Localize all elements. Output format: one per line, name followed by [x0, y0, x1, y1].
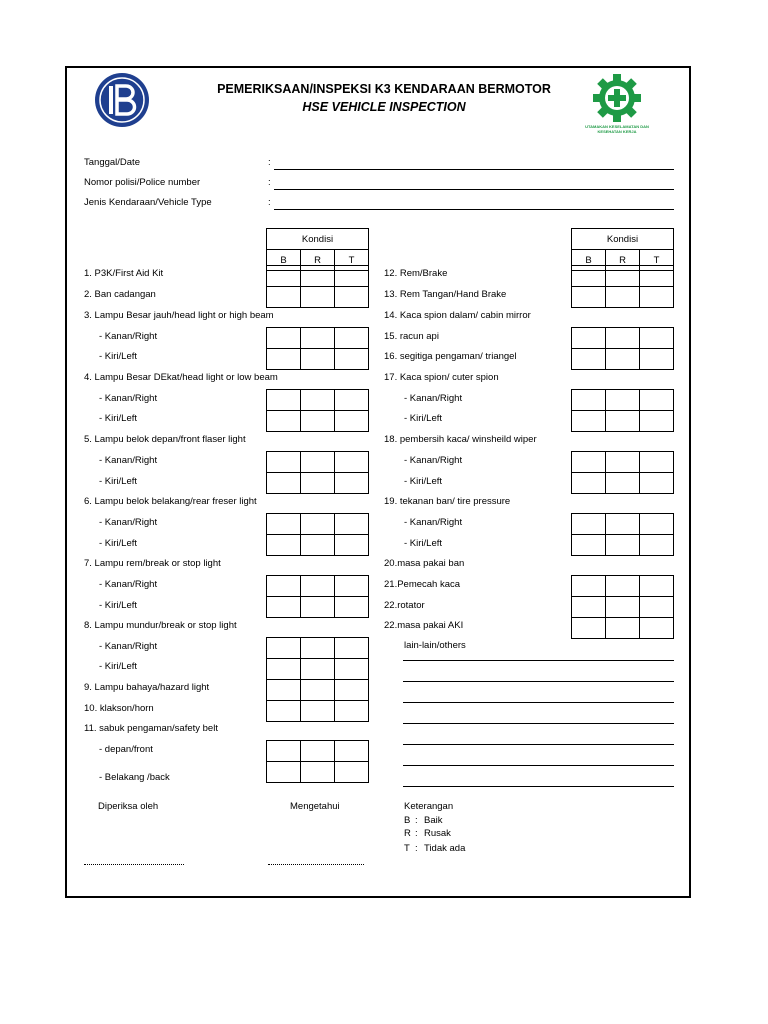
checkbox-cell-b[interactable] [267, 741, 301, 762]
legend-code: B [404, 815, 411, 826]
checkbox-cell-t[interactable] [640, 349, 674, 370]
checkbox-cell-b[interactable] [572, 618, 606, 639]
checkbox-cell-r[interactable] [301, 473, 335, 494]
checkbox-cell-b[interactable] [267, 514, 301, 535]
checkbox-cell-t[interactable] [640, 328, 674, 349]
condition-col-t: T [335, 250, 369, 271]
others-line[interactable] [403, 723, 674, 724]
checkbox-cell-b[interactable] [267, 266, 301, 287]
item-label: 12. Rem/Brake [384, 268, 448, 279]
checkbox-cell-t[interactable] [335, 638, 369, 659]
info-field-colon: : [268, 177, 271, 188]
checkbox-cell-t[interactable] [335, 349, 369, 370]
checkbox-cell-b[interactable] [572, 597, 606, 618]
checkbox-cell-b[interactable] [572, 390, 606, 411]
sub-item-label: lain-lain/others [404, 640, 466, 651]
checkbox-cell-t[interactable] [335, 411, 369, 432]
checkbox-cell-b[interactable] [572, 411, 606, 432]
sub-item-label: - Kanan/Right [99, 393, 158, 404]
checkbox-cell-t[interactable] [335, 741, 369, 762]
checkbox-cell-r[interactable] [301, 349, 335, 370]
check-grid-right [571, 389, 674, 432]
legend-colon: : [415, 828, 418, 839]
item-label: 16. segitiga pengaman/ triangel [384, 351, 517, 362]
info-field-line[interactable] [274, 169, 674, 170]
check-grid-right [571, 327, 674, 370]
legend-colon: : [415, 815, 418, 826]
others-line[interactable] [403, 744, 674, 745]
info-field-colon: : [268, 197, 271, 208]
legend-code: T [404, 843, 410, 854]
checkbox-cell-t[interactable] [640, 514, 674, 535]
sub-item-label: - Kanan/Right [99, 579, 158, 590]
item-label: 21.Pemecah kaca [384, 579, 461, 590]
checkbox-cell-b[interactable] [267, 576, 301, 597]
info-field-line[interactable] [274, 209, 674, 210]
info-field-colon: : [268, 157, 271, 168]
others-line[interactable] [403, 702, 674, 703]
checkbox-cell-b[interactable] [572, 576, 606, 597]
sub-item-label: - Kiri/Left [99, 600, 138, 611]
signature-line-checker [84, 864, 184, 865]
checked-by-label: Diperiksa oleh [98, 801, 159, 812]
checkbox-cell-t[interactable] [335, 659, 369, 680]
sub-item-label: - Belakang /back [99, 772, 170, 783]
checkbox-cell-b[interactable] [267, 680, 301, 701]
checkbox-cell-t[interactable] [335, 597, 369, 618]
sub-item-label: - Kanan/Right [404, 517, 463, 528]
legend-title: Keterangan [404, 801, 454, 812]
info-field-label: Jenis Kendaraan/Vehicle Type [84, 197, 212, 208]
checkbox-cell-r[interactable] [301, 597, 335, 618]
check-grid-left [266, 575, 369, 618]
checkbox-cell-r[interactable] [606, 473, 640, 494]
checkbox-cell-b[interactable] [572, 266, 606, 287]
check-grid-right [571, 265, 674, 308]
checkbox-cell-r[interactable] [606, 535, 640, 556]
item-label: 18. pembersih kaca/ winsheild wiper [384, 434, 537, 445]
checkbox-cell-r[interactable] [301, 266, 335, 287]
checkbox-cell-t[interactable] [335, 762, 369, 783]
checkbox-cell-b[interactable] [267, 638, 301, 659]
checkbox-cell-r[interactable] [606, 287, 640, 308]
checkbox-cell-r[interactable] [301, 659, 335, 680]
condition-title: Kondisi [267, 229, 369, 250]
item-label: 19. tekanan ban/ tire pressure [384, 496, 511, 507]
checkbox-cell-r[interactable] [606, 618, 640, 639]
checkbox-cell-t[interactable] [640, 535, 674, 556]
item-label: 8. Lampu mundur/break or stop light [84, 620, 237, 631]
sub-item-label: - Kanan/Right [404, 393, 463, 404]
checkbox-cell-t[interactable] [335, 576, 369, 597]
checkbox-cell-r[interactable] [301, 287, 335, 308]
checkbox-cell-r[interactable] [301, 411, 335, 432]
legend-colon: : [415, 843, 418, 854]
check-grid-left [266, 327, 369, 370]
info-field-label: Tanggal/Date [84, 157, 140, 168]
signature-line-acknowledger [268, 864, 364, 865]
sub-item-label: - Kiri/Left [99, 661, 138, 672]
check-grid-left [266, 740, 369, 783]
sub-item-label: - Kiri/Left [99, 538, 138, 549]
others-line[interactable] [403, 765, 674, 766]
checkbox-cell-b[interactable] [572, 514, 606, 535]
checkbox-cell-b[interactable] [267, 535, 301, 556]
item-label: 9. Lampu bahaya/hazard light [84, 682, 210, 693]
checkbox-cell-t[interactable] [640, 452, 674, 473]
checkbox-cell-r[interactable] [606, 597, 640, 618]
checkbox-cell-b[interactable] [267, 452, 301, 473]
checkbox-cell-t[interactable] [640, 618, 674, 639]
condition-col-b: B [267, 250, 301, 271]
others-line[interactable] [403, 786, 674, 787]
check-grid-left [266, 637, 369, 722]
checkbox-cell-b[interactable] [267, 411, 301, 432]
item-label: 6. Lampu belok belakang/rear freser light [84, 496, 257, 507]
checkbox-cell-r[interactable] [301, 741, 335, 762]
checkbox-cell-b[interactable] [572, 328, 606, 349]
checkbox-cell-t[interactable] [335, 452, 369, 473]
sub-item-label: - Kiri/Left [404, 413, 443, 424]
checkbox-cell-t[interactable] [335, 535, 369, 556]
checkbox-cell-b[interactable] [267, 701, 301, 722]
item-label: 1. P3K/First Aid Kit [84, 268, 164, 279]
condition-title: Kondisi [572, 229, 674, 250]
check-grid-left [266, 265, 369, 308]
item-label: 11. sabuk pengaman/safety belt [84, 723, 218, 734]
item-label: 22.rotator [384, 600, 425, 611]
checkbox-cell-t[interactable] [640, 597, 674, 618]
info-field-line[interactable] [274, 189, 674, 190]
checkbox-cell-r[interactable] [301, 638, 335, 659]
checkbox-cell-r[interactable] [301, 762, 335, 783]
sub-item-label: - Kanan/Right [404, 455, 463, 466]
checkbox-cell-t[interactable] [640, 576, 674, 597]
checkbox-cell-t[interactable] [640, 473, 674, 494]
checkbox-cell-b[interactable] [267, 287, 301, 308]
sub-item-label: - Kiri/Left [99, 351, 138, 362]
item-label: 22.masa pakai AKI [384, 620, 464, 631]
sub-item-label: - depan/front [99, 744, 153, 755]
checkbox-cell-t[interactable] [640, 266, 674, 287]
checkbox-cell-b[interactable] [572, 473, 606, 494]
check-grid-left [266, 389, 369, 432]
checkbox-cell-t[interactable] [335, 266, 369, 287]
item-label: 10. klakson/horn [84, 703, 154, 714]
checkbox-cell-t[interactable] [640, 390, 674, 411]
checkbox-cell-b[interactable] [267, 473, 301, 494]
acknowledged-label: Mengetahui [290, 801, 340, 812]
legend-text: Tidak ada [424, 843, 466, 854]
checkbox-cell-t[interactable] [335, 680, 369, 701]
checkbox-cell-r[interactable] [301, 514, 335, 535]
legend-text: Baik [424, 815, 443, 826]
checkbox-cell-b[interactable] [267, 349, 301, 370]
sub-item-label: - Kanan/Right [99, 641, 158, 652]
sub-item-label: - Kiri/Left [404, 476, 443, 487]
checkbox-cell-b[interactable] [572, 287, 606, 308]
item-label: 13. Rem Tangan/Hand Brake [384, 289, 507, 300]
checkbox-cell-t[interactable] [335, 473, 369, 494]
checkbox-cell-r[interactable] [301, 452, 335, 473]
checkbox-cell-b[interactable] [267, 328, 301, 349]
condition-col-r: R [606, 250, 640, 271]
item-label: 4. Lampu Besar DEkat/head light or low beam [84, 372, 278, 383]
checkbox-cell-r[interactable] [301, 576, 335, 597]
k3-logo-caption: UTAMAKAN KESELAMATAN DAN KESEHATAN KERJA [585, 124, 649, 134]
check-grid-left [266, 451, 369, 494]
checkbox-cell-b[interactable] [267, 390, 301, 411]
item-label: 5. Lampu belok depan/front flaser light [84, 434, 246, 445]
legend-code: R [404, 828, 411, 839]
checkbox-cell-b[interactable] [572, 349, 606, 370]
checkbox-cell-t[interactable] [640, 287, 674, 308]
checkbox-cell-b[interactable] [572, 535, 606, 556]
checkbox-cell-r[interactable] [606, 390, 640, 411]
check-grid-right [571, 513, 674, 556]
form-subtitle: HSE VEHICLE INSPECTION [302, 100, 466, 114]
condition-col-b: B [572, 250, 606, 271]
sub-item-label: - Kanan/Right [99, 517, 158, 528]
sub-item-label: - Kiri/Left [99, 413, 138, 424]
checkbox-cell-b[interactable] [267, 659, 301, 680]
checkbox-cell-t[interactable] [335, 701, 369, 722]
others-line[interactable] [403, 681, 674, 682]
checkbox-cell-t[interactable] [335, 328, 369, 349]
checkbox-cell-b[interactable] [267, 597, 301, 618]
sub-item-label: - Kiri/Left [99, 476, 138, 487]
item-label: 15. racun api [384, 331, 439, 342]
check-grid-left [266, 513, 369, 556]
item-label: 2. Ban cadangan [84, 289, 156, 300]
form-title: PEMERIKSAAN/INSPEKSI K3 KENDARAAN BERMOTOR [217, 82, 551, 96]
k3-gear-cross-icon [588, 73, 646, 123]
sub-item-label: - Kiri/Left [404, 538, 443, 549]
check-grid-right [571, 451, 674, 494]
checkbox-cell-r[interactable] [606, 411, 640, 432]
legend-text: Rusak [424, 828, 451, 839]
checkbox-cell-t[interactable] [335, 514, 369, 535]
item-label: 20.masa pakai ban [384, 558, 465, 569]
check-grid-right [571, 575, 674, 639]
checkbox-cell-r[interactable] [301, 390, 335, 411]
checkbox-cell-r[interactable] [606, 514, 640, 535]
item-label: 3. Lampu Besar jauh/head light or high beam [84, 310, 274, 321]
checkbox-cell-r[interactable] [301, 535, 335, 556]
checkbox-cell-r[interactable] [606, 328, 640, 349]
info-field-label: Nomor polisi/Police number [84, 177, 201, 188]
checkbox-cell-r[interactable] [301, 328, 335, 349]
item-label: 14. Kaca spion dalam/ cabin mirror [384, 310, 531, 321]
checkbox-cell-r[interactable] [606, 452, 640, 473]
checkbox-cell-r[interactable] [606, 266, 640, 287]
checkbox-cell-r[interactable] [606, 349, 640, 370]
checkbox-cell-r[interactable] [301, 701, 335, 722]
sub-item-label: - Kanan/Right [99, 455, 158, 466]
item-label: 7. Lampu rem/break or stop light [84, 558, 221, 569]
condition-col-r: R [301, 250, 335, 271]
checkbox-cell-b[interactable] [572, 452, 606, 473]
checkbox-cell-t[interactable] [335, 287, 369, 308]
checkbox-cell-b[interactable] [267, 762, 301, 783]
others-line[interactable] [403, 660, 674, 661]
sub-item-label: - Kanan/Right [99, 331, 158, 342]
checkbox-cell-t[interactable] [640, 411, 674, 432]
checkbox-cell-t[interactable] [335, 390, 369, 411]
condition-col-t: T [640, 250, 674, 271]
item-label: 17. Kaca spion/ cuter spion [384, 372, 499, 383]
checkbox-cell-r[interactable] [606, 576, 640, 597]
checkbox-cell-r[interactable] [301, 680, 335, 701]
